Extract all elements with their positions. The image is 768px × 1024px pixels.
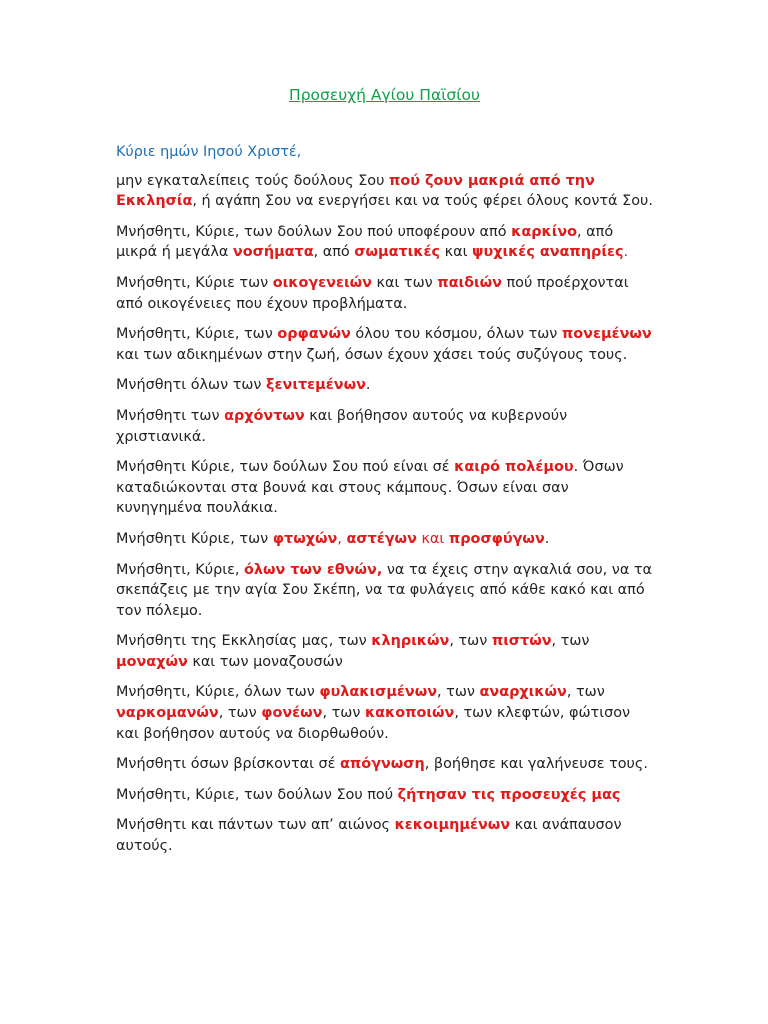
highlighted-phrase: καρκίνο [511, 223, 578, 240]
highlighted-phrase: παιδιών [437, 274, 502, 291]
highlighted-phrase: ξενιτεμένων [266, 377, 366, 394]
highlighted-phrase: σωματικές [354, 244, 441, 261]
body-text: , ή αγάπη Σου να ενεργήσει και να τούς φέρει όλους κοντά Σου. [192, 193, 653, 210]
highlighted-phrase: ναρκομανών [116, 705, 219, 722]
highlighted-phrase: οικογενειών [272, 274, 372, 291]
prayer-paragraph [116, 273, 653, 314]
body-text: , των [551, 633, 590, 650]
body-text: Μνήσθητι, Κύριε, των [116, 326, 278, 343]
body-text: . Όσων καταδιώκονται στα βουνά και στους κάμπους. Όσων είναι σαν κυνηγημένα πουλάκια. [116, 459, 624, 517]
body-text: Κύριε ημών Ιησού Χριστέ, [116, 144, 302, 160]
highlighted-phrase: φονέων [261, 705, 323, 722]
body-text: Μνήσθητι, Κύριε, των δούλων Σου πού υποφέρουν από [116, 223, 512, 240]
body-text: Μνήσθητι των [116, 407, 225, 424]
body-text: , των [322, 705, 365, 722]
body-text: Μνήσθητι, Κύριε, [116, 561, 244, 578]
body-text: όλου του κόσμου, όλων των [350, 326, 562, 343]
highlighted-phrase: κακοποιών [364, 705, 455, 722]
prayer-paragraph [116, 406, 653, 447]
body-text: Μνήσθητι Κύριε, των [116, 530, 273, 547]
prayer-paragraph [116, 682, 653, 744]
highlighted-phrase: κεκοιμημένων [394, 817, 511, 834]
highlighted-phrase: πιστών [491, 633, 552, 650]
body-text: Μνήσθητι της Εκκλησίας μας, των [116, 633, 372, 650]
body-text: Μνήσθητι, Κύριε, των δούλων Σου πού [116, 786, 398, 803]
prayer-paragraph [116, 529, 653, 550]
body-text: , των [218, 705, 262, 722]
greeting-line [116, 142, 653, 163]
prayer-paragraph [116, 631, 653, 672]
body-text: μην εγκαταλείπεις τούς δούλους Σου [116, 172, 390, 189]
red-text: , [337, 530, 347, 547]
body-text: να τα έχεις στην αγκαλιά σου, να τα σκεπάζεις με την αγία Σου Σκέπη, να τα φυλάγεις από κάθε κακό και από τον πόλεμο. [116, 561, 653, 619]
body-text: . [365, 377, 371, 394]
highlighted-phrase: φυλακισμένων [319, 684, 438, 701]
body-text: και των μοναζουσών [187, 653, 343, 670]
prayer-paragraph [116, 457, 653, 519]
highlighted-phrase: ζήτησαν τις προσευχές μας [397, 786, 621, 803]
body-text: πού προέρχονται από οικογένειες που έχουν προβλήματα. [116, 274, 629, 312]
body-text: Μνήσθητι, Κύριε, όλων των [116, 684, 320, 701]
red-text: και [416, 530, 449, 547]
prayer-title: Προσευχή Αγίου Παϊσίου [289, 86, 480, 104]
body-text: Μνήσθητι, Κύριε των [116, 274, 273, 291]
highlighted-phrase: πού ζουν μακριά από την Εκκλησία [116, 172, 595, 210]
highlighted-phrase: αστέγων [346, 530, 417, 547]
prayer-paragraph [116, 754, 653, 775]
body-text: και βοήθησον αυτούς να κυβερνούν χριστιανικά. [116, 407, 568, 445]
highlighted-phrase: αναρχικών [479, 684, 567, 701]
highlighted-phrase: ορφανών [277, 326, 351, 343]
body-text: και των [371, 274, 438, 291]
body-text: Μνήσθητι όσων βρίσκονται σέ [116, 756, 341, 773]
prayer-paragraph [116, 171, 653, 212]
highlighted-phrase: μοναχών [116, 653, 188, 670]
body-text: και των αδικημένων στην ζωή, όσων έχουν χάσει τούς συζύγους τους. [116, 346, 628, 363]
prayer-paragraph [116, 375, 653, 396]
highlighted-phrase: κληρικών [371, 633, 450, 650]
highlighted-phrase: απόγνωση [340, 756, 425, 773]
highlighted-phrase: όλων των εθνών, [244, 561, 383, 578]
body-text: , των [449, 633, 492, 650]
body-text: , των [437, 684, 480, 701]
prayer-paragraph [116, 785, 653, 806]
body-text: , των κλεφτών, φώτισον και βοήθησον αυτούς να διορθωθούν. [116, 705, 631, 742]
body-text: . [544, 530, 550, 547]
highlighted-phrase: αρχόντων [224, 407, 305, 424]
prayer-body [116, 142, 653, 857]
prayer-paragraph [116, 324, 653, 365]
body-text: Μνήσθητι Κύριε, των δούλων Σου πού είναι σέ [116, 459, 455, 476]
body-text: Μνήσθητι όλων των [116, 377, 267, 394]
body-text: , των [566, 684, 605, 701]
highlighted-phrase: προσφύγων [448, 530, 545, 547]
prayer-paragraph [116, 222, 653, 263]
prayer-paragraph [116, 815, 653, 856]
highlighted-phrase: νοσήματα [232, 244, 314, 261]
highlighted-phrase: φτωχών [272, 530, 338, 547]
highlighted-phrase: πονεμένων [561, 326, 652, 343]
body-text: Μνήσθητι και πάντων των απ’ αιώνος [116, 817, 395, 834]
body-text: , από [313, 244, 355, 261]
body-text: και [440, 244, 473, 261]
highlighted-phrase: ψυχικές αναπηρίες [472, 244, 624, 261]
body-text: , βοήθησε και γαλήνευσε τους. [424, 756, 648, 773]
highlighted-phrase: καιρό πολέμου [454, 459, 574, 476]
prayer-paragraph [116, 560, 653, 622]
red-text: . [623, 244, 629, 261]
body-text: και ανάπαυσον αυτούς. [116, 817, 622, 855]
body-text: , από μικρά ή μεγάλα [116, 223, 614, 261]
